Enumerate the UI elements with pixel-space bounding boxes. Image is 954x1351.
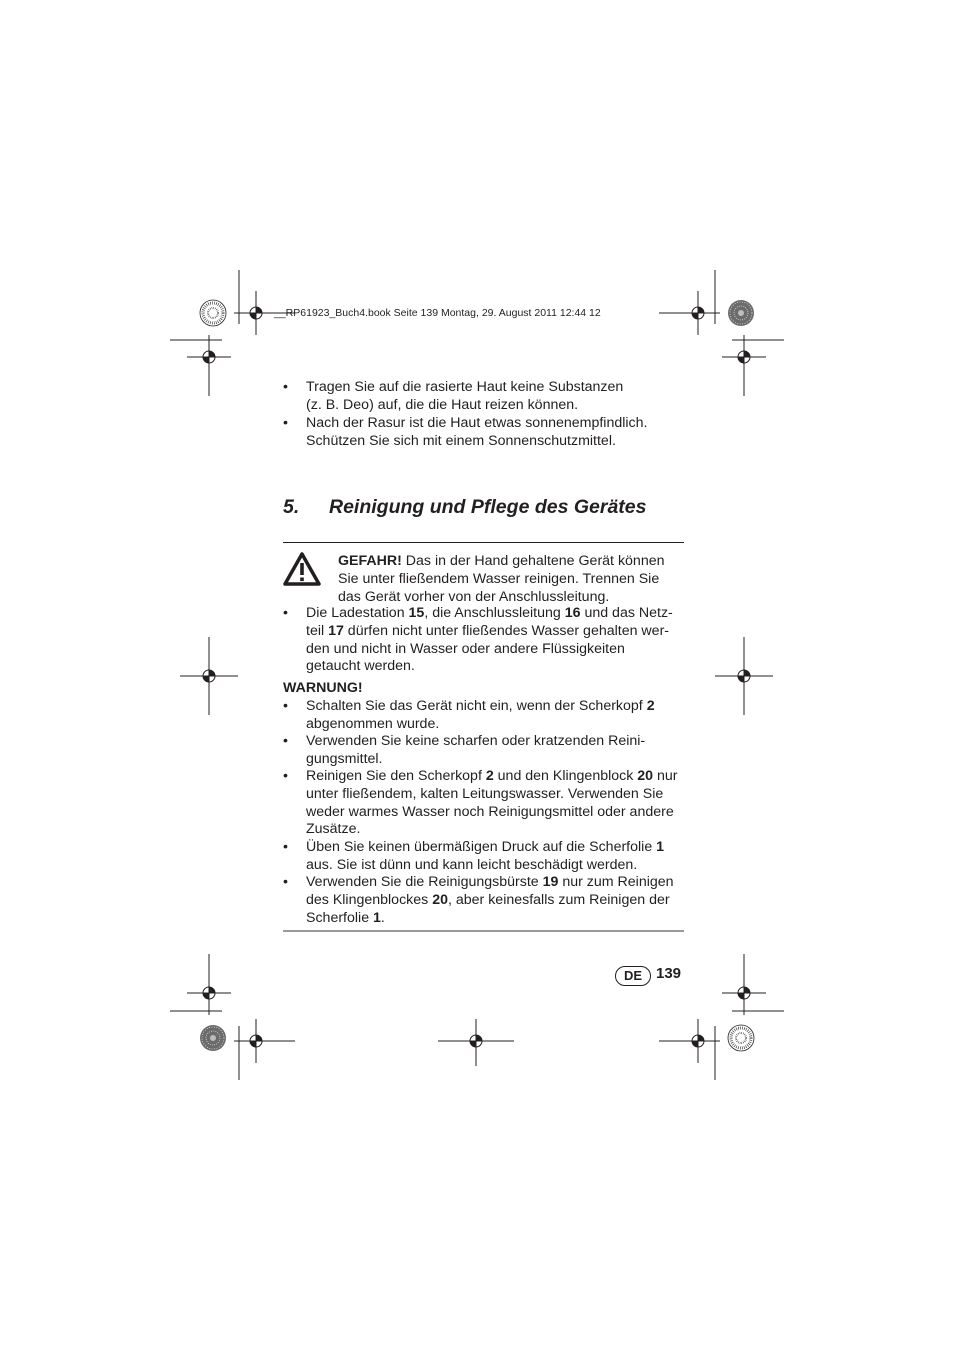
text: aus. Sie ist dünn und kann leicht beschädigt werden. (306, 856, 638, 873)
text: Schalten Sie das Gerät nicht ein, wenn der Scherkopf (306, 698, 647, 714)
section-heading (283, 496, 646, 519)
text: abgenommen wurde. (306, 715, 440, 732)
text: getaucht werden. (306, 658, 415, 675)
bullet: • (283, 605, 288, 621)
part-number: 20 (432, 891, 448, 908)
section-number: 5. (283, 496, 300, 518)
part-number: 1 (656, 839, 665, 855)
list-item-line: Nach der Rasur ist die Haut etwas sonnenempfindlich. (306, 415, 648, 431)
text: des Klingenblockes (306, 891, 433, 908)
part-number: 20 (637, 768, 654, 784)
text: Üben Sie keinen übermäßigen Druck auf die Scherfolie (306, 839, 657, 855)
bullet: • (283, 415, 288, 431)
bullet: • (283, 839, 288, 855)
text: , die Anschlussleitung (424, 605, 565, 621)
page-number: 139 (656, 965, 682, 982)
text: und den Klingenblock (493, 768, 638, 784)
text: dürfen nicht unter fließendes Wasser gehalten wer- (343, 622, 670, 639)
bullet: • (283, 379, 288, 395)
text: , aber keinesfalls zum Reinigen der (447, 891, 670, 908)
text: Scherfolie (306, 909, 374, 926)
text: weder warmes Wasser noch Reinigungsmittel oder andere (306, 803, 674, 820)
list-item (283, 379, 693, 415)
text: Verwenden Sie keine scharfen oder kratzenden Reini- (306, 733, 646, 749)
bullet: • (283, 733, 288, 749)
text: nur zum Reinigen (558, 874, 674, 890)
text: . (380, 909, 385, 926)
part-number: 17 (328, 622, 344, 639)
list-item (283, 733, 693, 769)
file-info-header: __RP61923_Buch4.book Seite 139 Montag, 29. August 2011 12:44 12 (274, 307, 601, 319)
part-number: 2 (485, 768, 494, 784)
danger-paragraph (338, 553, 688, 606)
danger-text: das Gerät vorher von der Anschlussleitung. (338, 588, 610, 605)
divider (283, 930, 684, 932)
list-item-line: Tragen Sie auf die rasierte Haut keine Substanzen (306, 379, 624, 395)
danger-label: GEFAHR! (338, 553, 402, 569)
text: und das Netz- (580, 605, 673, 621)
list-item-line: (z. B. Deo) auf, die die Haut reizen können. (306, 396, 579, 413)
section-title: Reinigung und Pflege des Gerätes (329, 496, 647, 518)
bullet: • (283, 698, 288, 714)
part-number: 2 (646, 698, 655, 714)
part-number: 19 (542, 874, 559, 890)
list-item-line: Schützen Sie sich mit einem Sonnenschutzmittel. (306, 432, 616, 449)
text: Zusätze. (306, 821, 361, 838)
text: Reinigen Sie den Scherkopf (306, 768, 486, 784)
language-badge: DE (615, 966, 651, 986)
text: teil (306, 622, 329, 639)
text: gungsmittel. (306, 750, 383, 767)
text: nur (653, 768, 678, 784)
bullet: • (283, 874, 288, 890)
list-item (283, 698, 693, 734)
text: den und nicht in Wasser oder andere Flüssigkeiten (306, 640, 625, 657)
text: Die Ladestation (306, 605, 409, 621)
bullet: • (283, 768, 288, 784)
text: Verwenden Sie die Reinigungsbürste (306, 874, 543, 890)
part-number: 1 (373, 909, 381, 926)
list-item (283, 874, 693, 927)
list-item (283, 605, 693, 676)
text: unter fließendem, kalten Leitungswasser. Verwenden Sie (306, 785, 664, 802)
part-number: 16 (564, 605, 581, 621)
divider (283, 542, 684, 543)
list-item (283, 768, 693, 839)
danger-text: Das in der Hand gehaltene Gerät können (401, 553, 665, 569)
list-item (283, 415, 693, 451)
warning-triangle-icon (283, 552, 321, 586)
warning-label: WARNUNG! (283, 680, 363, 696)
part-number: 15 (408, 605, 425, 621)
list-item (283, 839, 693, 875)
danger-text: Sie unter fließendem Wasser reinigen. Trennen Sie (338, 570, 660, 587)
